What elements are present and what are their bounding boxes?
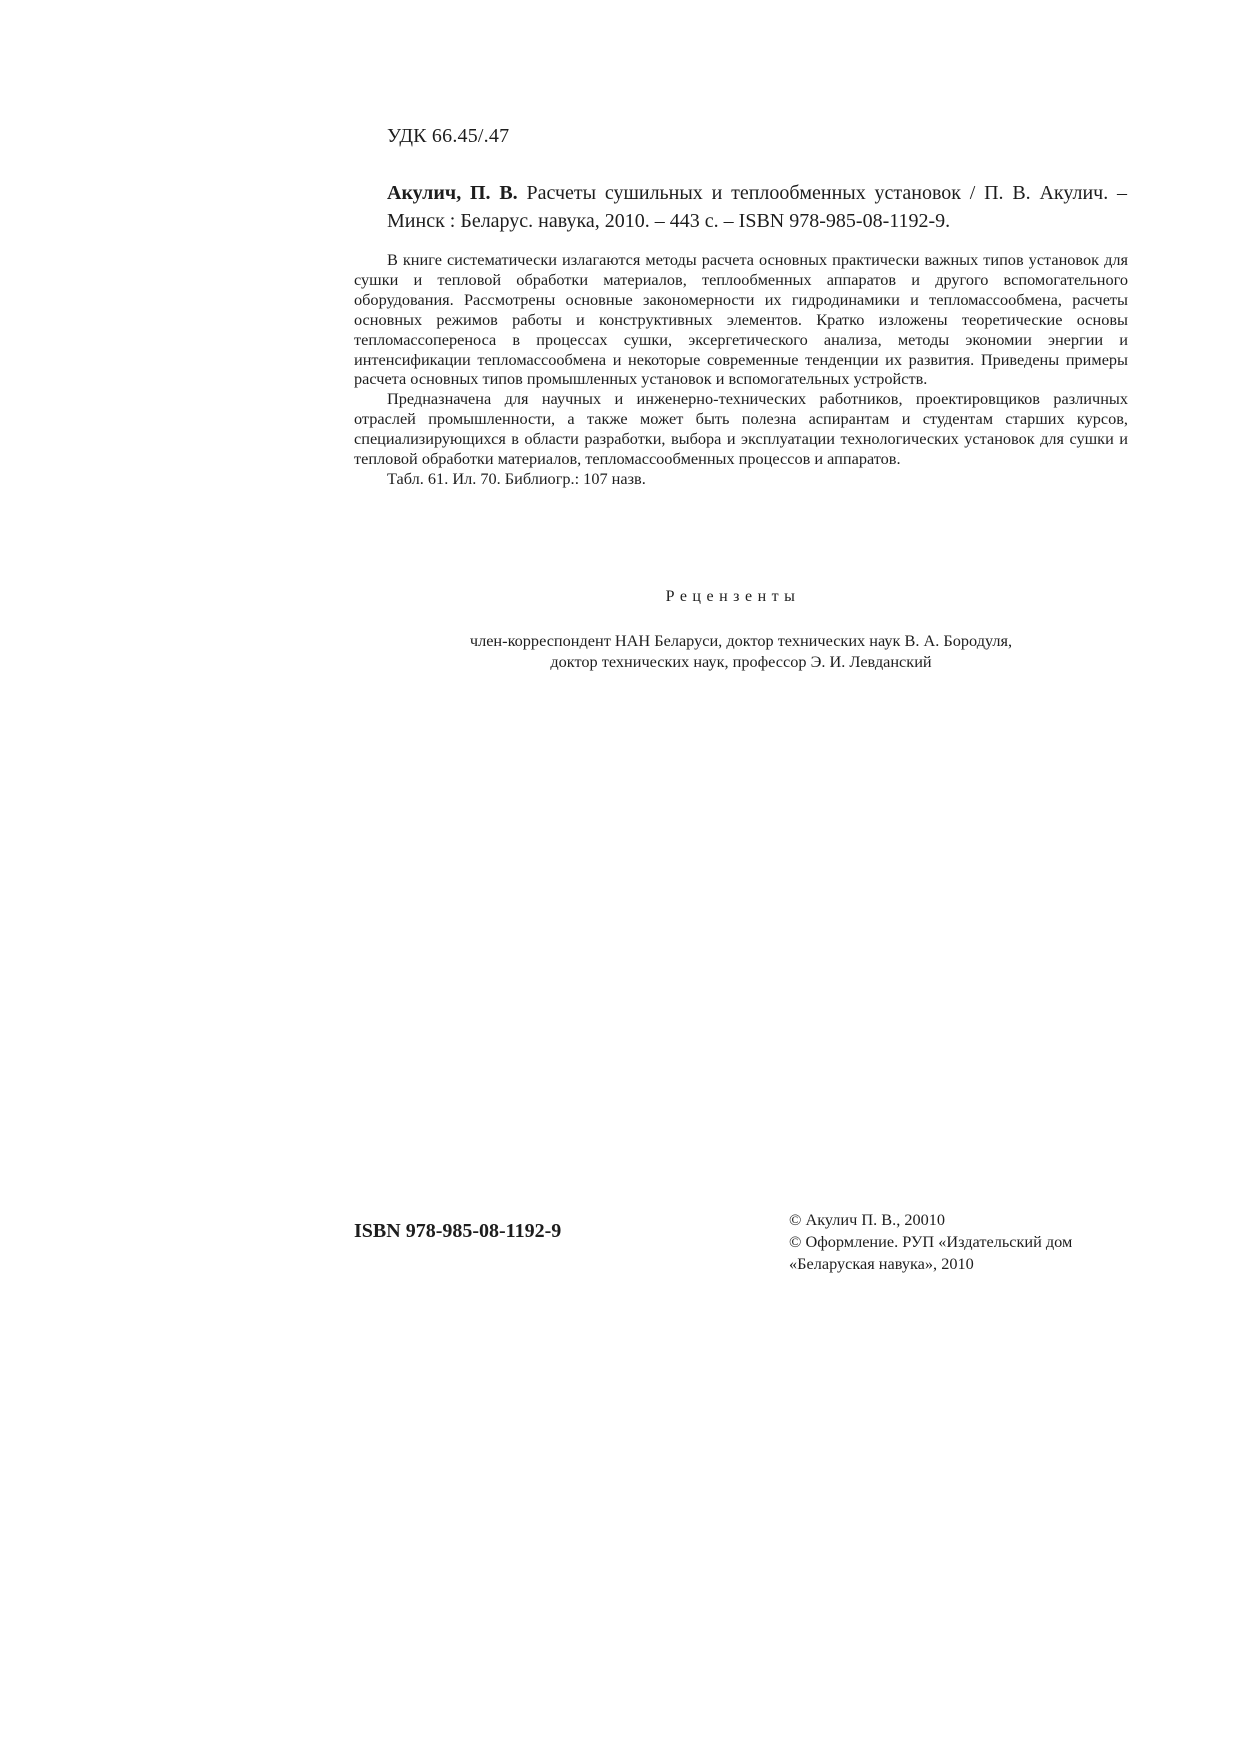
reviewers-heading: Рецензенты xyxy=(665,588,801,605)
copyright-line: © Оформление. РУП «Издательский дом xyxy=(789,1232,1073,1251)
annotation-paragraph: В книге систематически излагаются методы расчета основных практически важных типов установок для сушки и тепловой обработки материалов, теплообменных аппаратов и другого вспомогательного оборудования. Рассмотрены основные закономерности их гидродинамики и тепломассообмена, расчеты основных режимов работы и конструктивных элементов. Кратко изложены теоретические основы тепломассопереноса в процессах сушки, эксергетического анализа, методы экономии энергии и интенсификации тепломассообмена и некоторые современные тенденции их развития. Приведены примеры расчета основных типов промышленных установок и вспомогательных устройств. xyxy=(354,250,1128,389)
copyright-block xyxy=(789,1209,1072,1275)
annotation xyxy=(354,250,1128,489)
bibliographic-description: Расчеты сушильных и теплообменных установок / П. В. Акулич. – Минск : Беларус. навука, 2010. – 443 с. – ISBN 978-985-08-1192-9. xyxy=(387,182,1127,232)
reviewer-line: член-корреспондент НАН Беларуси, доктор технических наук В. А. Бородуля, xyxy=(469,631,1013,650)
annotation-statistics: Табл. 61. Ил. 70. Библиогр.: 107 назв. xyxy=(387,468,646,488)
author-name: Акулич, П. В. xyxy=(387,182,518,204)
annotation-paragraph: Предназначена для научных и инженерно-технических работников, проектировщиков различных отраслей промышленности, а также может быть полезна аспирантам и студентам старших курсов, специализирующихся в области разработки, выбора и эксплуатации технологических установок для сушки и тепловой обработки материалов, тепломассообменных процессов и аппаратов. xyxy=(354,389,1128,469)
bibliographic-record xyxy=(387,179,1127,235)
copyright-line: © Акулич П. В., 20010 xyxy=(789,1210,946,1229)
udc-code: УДК 66.45/.47 xyxy=(387,125,510,147)
copyright-line: «Беларуская навука», 2010 xyxy=(789,1254,974,1273)
reviewers-list xyxy=(354,630,1128,672)
isbn: ISBN 978-985-08-1192-9 xyxy=(354,1220,562,1242)
reviewer-line: доктор технических наук, профессор Э. И. Левданский xyxy=(550,652,932,671)
